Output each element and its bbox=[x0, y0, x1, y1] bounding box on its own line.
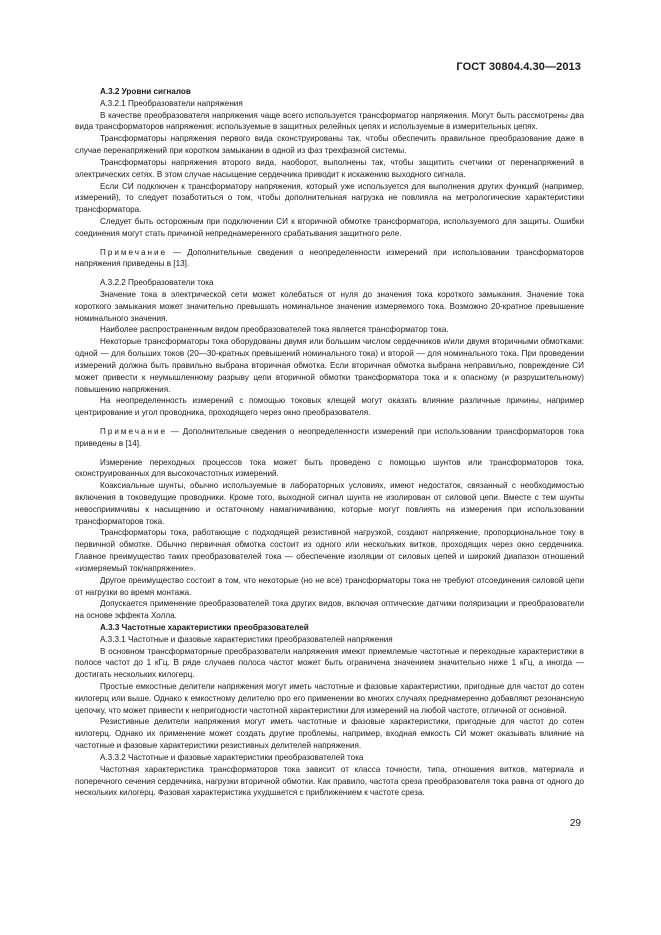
paragraph: Измерение переходных процессов тока может быть проведено с помощью шунтов или трансформаторов тока, сконструированных для высокочастотных измерений. bbox=[75, 457, 584, 479]
section-title-a32: А.3.2 Уровни сигналов bbox=[100, 87, 191, 96]
paragraph: Если СИ подключен к трансформатору напряжения, который уже используется для выполнения других функций (например, измерений), то следует позаботиться о том, чтобы дополнительная нагрузка не повлияла на метрологические характеристики трансформатора. bbox=[75, 181, 584, 215]
subsection-title-a322: А.3.2.2 Преобразователи тока bbox=[100, 278, 214, 288]
paragraph: Значение тока в электрической сети может колебаться от нуля до значения тока короткого замыкания. Значение тока короткого замыкания может значительно превышать номинальное значение измеряемого тока. Возможно 20-кратное превышение номинального значения. bbox=[75, 290, 584, 323]
paragraph: На неопределенность измерений с помощью токовых клещей могут оказать влияние различные причины, например центрирование и угол проводника, проходящего через окно преобразователя. bbox=[75, 396, 584, 418]
paragraph: Трансформаторы напряжения первого вида сконструированы так, чтобы обеспечить правильное преобразование даже в случае перенапряжений при коротком замыкании в одной из фаз трехфазной системы. bbox=[75, 134, 584, 156]
paragraph: Следует быть осторожным при подключении СИ к вторичной обмотке трансформатора, используемого для защиты. Ошибки соединения могут стать причиной непреднамеренного срабатывания защитного реле. bbox=[75, 216, 584, 238]
note bbox=[75, 247, 584, 271]
paragraph: В основном трансформаторные преобразователи напряжения имеют приемлемые частотные и переходные характеристики в полосе частот до 1 кГц. В ряде случаев полоса частот может быть ограничена значением значительно ниже 1 кГц, а иногда — достигать нескольких килогерц. bbox=[75, 646, 584, 680]
paragraph: В качестве преобразователя напряжения чаще всего используется трансформатор напряжения. Могут быть рассмотрены два вида трансформаторов напряжения: используемые в защитных релейных цепях и используемые в измерительных цепях. bbox=[75, 110, 584, 132]
standard-designation: ГОСТ 30804.4.30—2013 bbox=[456, 61, 581, 73]
note bbox=[75, 426, 584, 450]
subsection-title-a321: А.3.2.1 Преобразователи напряжения bbox=[100, 98, 243, 108]
page-number: 29 bbox=[569, 818, 581, 829]
subsection-title-a331: А.3.3.1 Частотные и фазовые характеристики преобразователей напряжения bbox=[100, 634, 393, 644]
paragraph: Другое преимущество состоит в том, что некоторые (но не все) трансформаторы тока не требуют отсоединения силовой цепи от нагрузки во время монтажа. bbox=[75, 575, 584, 597]
paragraph: Наиболее распространенным видом преобразователей тока является трансформатор тока. bbox=[100, 325, 449, 335]
paragraph: Трансформаторы напряжения второго вида, наоборот, выполнены так, чтобы защитить счетчики от перенапряжений в электрических сетях. В этом случае насыщение сердечника приводит к искажению выходного сигнала. bbox=[75, 157, 584, 179]
note-label: Примечание bbox=[100, 247, 168, 257]
paragraph: Коаксиальные шунты, обычно используемые в лабораторных условиях, имеют недостаток, связанный с необходимостью включения в токоведущие проводники. Кроме того, выходной сигнал шунта не изолирован от силовой цепи. Вместе с тем шунты невосприимчивы к насыщению и остаточному намагничиванию, которые могут повлиять на измерения при использовании трансформаторов тока. bbox=[75, 481, 584, 526]
section-title-a33: А.3.3 Частотные характеристики преобразователей bbox=[100, 622, 309, 632]
paragraph: Некоторые трансформаторы тока оборудованы двумя или большим числом сердечников и/или двумя вторичными обмотками: одной — для больших токов (20—30-кратных превышений номинального тока) и второй — для номинального тока. При проведении измерений должна быть правильно выбрана вторичная обмотка. Если вторичная обмотка выбрана неправильно, повреждение СИ может привести к неумышленному разрыву цепи вторичной обмотки трансформатора тока и к опасному (и разрушительному) повышению напряжения. bbox=[75, 337, 584, 394]
paragraph: Допускается применение преобразователей тока других видов, включая оптические датчики поляризации и преобразователи на основе эффекта Холла. bbox=[75, 599, 584, 621]
note-text: — Дополнительные сведения о неопределенности измерений при использовании трансформаторов напряжения приведены в [13]. bbox=[75, 247, 584, 269]
paragraph: Трансформаторы тока, работающие с подходящей резистивной нагрузкой, создают напряжение, пропорциональное току в первичной обмотке. Обычно первичная обмотка состоит из одного или нескольких витков, проходящих через окно сердечника. Главное преимущество таких преобразователей тока — обеспечение изоляции от силовых цепей и широкий диапазон отношений «измеряемый ток/напряжение». bbox=[75, 528, 584, 573]
paragraph: Простые емкостные делители напряжения могут иметь частотные и фазовые характеристики, пригодные для частот до сотен килогерц или выше. Однако к емкостному делителю про его применении во многих случаях преднамеренно добавляют резонансную цепочку, что может привести к непригодности частотной характеристики для измерений на любой частоте, отличной от основной. bbox=[75, 682, 584, 715]
document-body bbox=[75, 86, 584, 799]
note-text: — Дополнительные сведения о неопределенности измерений при использовании трансформаторов тока приведены в [14]. bbox=[75, 426, 584, 448]
paragraph: Частотная характеристика трансформаторов тока зависит от класса точности, типа, отношения витков, материала и поперечного сечения сердечника, нагрузки вторичной обмотки. Как правило, частота среза преобразователя тока равна от одного до нескольких килогерц. Фазовая характеристика ухудшается с приближением к частоте среза. bbox=[75, 764, 584, 798]
paragraph: Резистивные делители напряжения могут иметь частотные и фазовые характеристики, пригодные для частот до сотен килогерц. Однако их применение может создать другие проблемы, например, входная емкость СИ может оказывать влияние на частотные и фазовые характеристики резистивных делителей напряжения. bbox=[75, 717, 584, 751]
note-label: Примечание bbox=[100, 426, 168, 436]
subsection-title-a332: А.3.3.2 Частотные и фазовые характеристики преобразователей тока bbox=[100, 752, 364, 762]
